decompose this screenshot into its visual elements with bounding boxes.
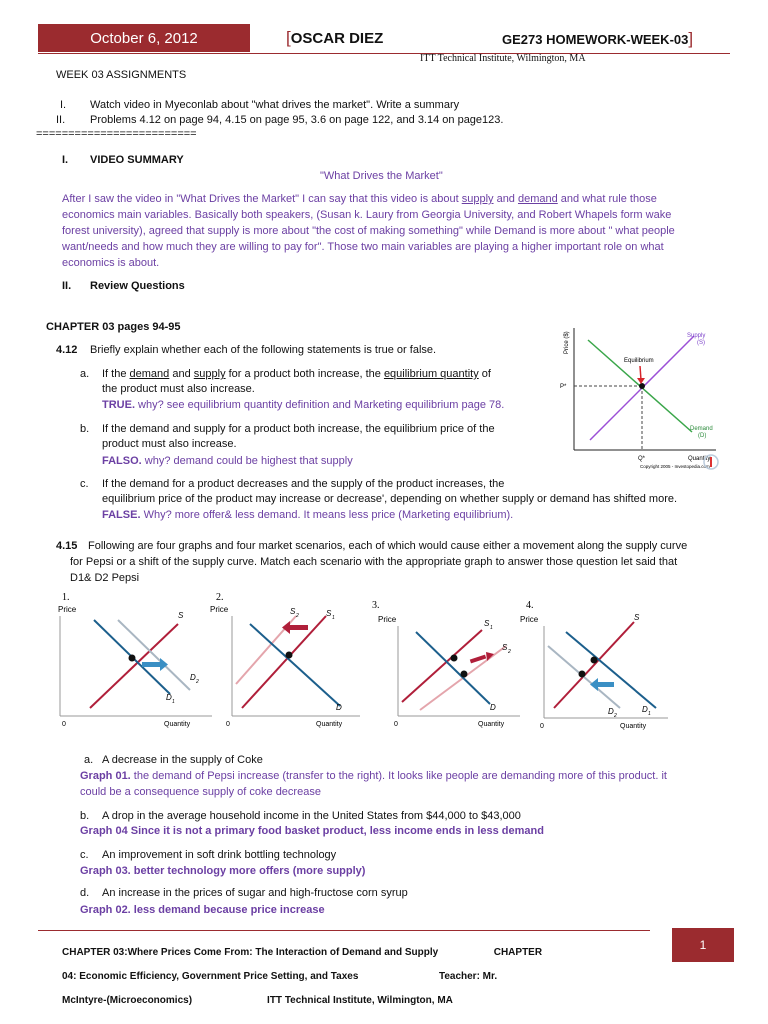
scenario-b-answer: Graph 04 Since it is not a primary food basket product, less income ends in less demand [80,825,544,837]
graph-3-s2-label: S [502,643,508,652]
graph-2 [210,590,364,734]
scenario-d-answer: Graph 02. less demand because price increase [80,904,325,916]
graph-1-shift-arrow [142,662,160,667]
graph-3-equilibrium-point-2 [461,671,468,678]
graph-2-s2-label: S [290,607,296,616]
graph-4-zero: 0 [540,723,544,730]
graph-1-number: 1. [62,592,70,603]
footer-line-3: McIntyre-(Microeconomics) ITT Technical Institute, Wilmington, MA [62,995,453,1006]
graph-1-d1-label: D [166,693,172,702]
graph-4-demand-d1-curve [566,632,656,708]
graph-1-d2-label: D [190,673,196,682]
demand-label: Demand [690,426,713,432]
scenario-d-letter: d. [80,887,90,899]
graph-2-s1-sub: 1 [332,615,335,621]
graph-3-s1-sub: 1 [490,625,493,631]
p-star-label: P* [560,384,567,390]
video-summary-line-3: forest university), agreed that supply is more about "the cost of making something" while Demand is more about " what people [62,225,675,237]
assignment-num-1: I. [60,99,67,111]
supply-sub: (S) [697,340,705,346]
graph-3-zero: 0 [394,721,398,728]
graph-3-supply-s1-curve [402,630,482,702]
q412-num: 4.12 [56,344,78,356]
video-heading: VIDEO SUMMARY [90,154,184,166]
graph-4-d1-sub: 1 [648,711,651,717]
graph-2-d-label: D [336,703,342,712]
graph-1-d2-sub: 2 [196,679,199,685]
graph-4-equilibrium-point-2 [579,671,586,678]
video-summary-line-5: economics is about. [62,257,160,269]
graph-4-demand-d2-curve [548,646,620,708]
assignment-text-2: Problems 4.12 on page 94, 4.15 on page 95, 3.6 on page 122, and 3.14 on page123. [90,114,504,126]
scenario-d-text: An increase in the prices of sugar and high-fructose corn syrup [102,887,408,899]
graph-2-price-label: Price [210,605,229,614]
graph-3-s2-sub: 2 [508,649,511,655]
graph-3-s1-label: S [484,619,490,628]
graph-4-equilibrium-point-1 [591,657,598,664]
q412-text: Briefly explain whether each of the following statements is true or false. [90,344,437,356]
q412a-answer: TRUE. why? see equilibrium quantity definition and Marketing equilibrium page 78. [102,399,505,411]
graph-4-arrowhead [590,678,598,691]
assignment-text-1: Watch video in Myeconlab about "what drives the market". Write a summary [90,99,460,111]
graph-4-shift-arrow [598,682,614,687]
q412c-answer: FALSE. Why? more offer& less demand. It means less price (Marketing equilibrium). [102,509,514,521]
review-num: II. [62,280,72,292]
scenario-b-text: A drop in the average household income in the United States from $44,000 to $43,000 [102,810,521,822]
q412b-letter: b. [80,423,90,435]
graph-1-d1-sub: 1 [172,699,175,705]
graph-4 [520,598,670,734]
page-number: 1 [672,928,734,962]
graph-1-arrowhead [160,658,168,671]
graph-2-shift-arrow [290,625,308,630]
q412b-answer: FALSO. why? demand could be highest that supply [102,455,353,467]
graph-1-zero: 0 [62,721,66,728]
graph-1-quantity-label: Quantity [164,721,191,728]
footer-line-2: 04: Economic Efficiency, Government Price Setting, and Taxes Teacher: Mr. [62,971,498,982]
graph-4-quantity-label: Quantity [620,723,647,730]
q412a-line1: If the demand and supply for a product both increase, the equilibrium quantity of [102,368,491,380]
graph-4-d2-sub: 2 [614,713,617,719]
graph-1-price-label: Price [58,605,77,614]
scenario-a-answer-2: could be a consequence supply of coke decrease [80,786,321,798]
q412a-letter: a. [80,368,90,380]
graph-3-price-label: Price [378,615,397,624]
q412b-line2: product must also increase. [102,438,237,450]
graph-2-zero: 0 [226,721,230,728]
header-name: [OSCAR DIEZ [286,28,384,47]
q412c-line2: equilibrium price of the product may increase or decrease', depending on whether supply or demand has shifted more. [102,493,678,505]
graph-2-number: 2. [216,592,224,603]
graph-4-number: 4. [526,600,534,611]
footer-text [62,935,652,1019]
q415-line3: D1& D2 Pepsi [70,572,140,584]
q412b-line1: If the demand and supply for a product both increase, the equilibrium price of the [102,423,495,435]
footer-line-1: CHAPTER 03:Where Prices Come From: The Interaction of Demand and Supply CHAPTER [62,947,543,958]
graph-2-quantity-label: Quantity [316,721,343,728]
q415-line1: Following are four graphs and four market scenarios, each of which would cause either a movement along the supply curve [88,540,688,552]
header-institute: ITT Technical Institute, Wilmington, MA [420,53,586,64]
graph-3-d-label: D [490,703,496,712]
scenario-a-answer-1: Graph 01. the demand of Pepsi increase (transfer to the right). It looks like people are demanding more of this product. it [80,770,667,782]
assignment-num-2: II. [56,114,66,126]
equilibrium-point [639,383,645,389]
quantity-label: Quantity [688,456,711,462]
graph-3 [372,598,524,734]
equilibrium-arrow [640,366,641,380]
demand-sub: (D) [698,433,707,439]
video-summary-line-4: want/needs and how much they are willing to pay for". Those two main variables are playing a higher important role on what [62,241,664,253]
header-course: GE273 HOMEWORK-WEEK-03] [502,29,694,48]
q412c-letter: c. [80,478,89,490]
scenario-a-text: A decrease in the supply of Coke [102,754,263,766]
graph-1-equilibrium-point [129,655,136,662]
video-num: I. [62,154,69,166]
video-title: "What Drives the Market" [320,170,443,182]
equilibrium-arrowhead [637,378,645,384]
graph-3-demand-curve [416,632,490,704]
graph-2-s1-label: S [326,609,332,618]
q-star-label: Q* [638,456,646,462]
q412a-line2: the product must also increase. [102,383,255,395]
q415-num: 4.15 [56,540,78,552]
graph-3-equilibrium-point-1 [451,655,458,662]
graph-1-s-label: S [178,611,184,620]
video-summary-line-2: economics main variables. Basically both speakers, (Susan k. Laury from Georgia University, and Robert Whapels form wake [62,209,672,221]
header-date: October 6, 2012 [38,24,250,52]
graph-4-d2-label: D [608,707,614,716]
graph-3-number: 3. [372,600,380,611]
price-axis-label: Price ($) [564,331,570,354]
separator: ========================= [36,128,197,140]
graph-2-arrowhead [282,621,290,634]
graph-4-d1-label: D [642,705,648,714]
video-summary-line-1: After I saw the video in "What Drives the Market" I can say that this video is about supply and demand and what rule those [62,193,657,205]
scenario-c-answer: Graph 03. better technology more offers (more supply) [80,865,366,877]
review-heading: Review Questions [90,280,185,292]
graph-4-supply-curve [554,622,634,708]
scenario-c-text: An improvement in soft drink bottling technology [102,849,337,861]
scenario-c-letter: c. [80,849,89,861]
footer-divider [38,930,650,931]
copyright-label: Copyright 2005 - Investopedia.com [640,464,710,469]
scenario-b-letter: b. [80,810,90,822]
q415-line2: for Pepsi or a shift of the supply curve. Match each scenario with the appropriate graph to answer those question let said that [70,556,678,568]
graph-2-s2-sub: 2 [296,613,299,619]
graph-2-equilibrium-point [286,652,293,659]
scenario-a-letter: a. [84,754,94,766]
supply-label: Supply [687,333,706,339]
graph-4-price-label: Price [520,615,539,624]
graph-3-quantity-label: Quantity [478,721,505,728]
equilibrium-label: Equilibrium [624,358,654,364]
graph-2-demand-curve [250,624,340,706]
q412c-line1: If the demand for a product decreases and the supply of the product increases, the [102,478,505,490]
graph-4-s-label: S [634,613,640,622]
assignments-title: WEEK 03 ASSIGNMENTS [56,69,187,81]
chapter-heading: CHAPTER 03 pages 94-95 [46,321,181,333]
header-divider [38,53,730,54]
equilibrium-chart [560,322,720,474]
graph-1 [56,590,216,734]
